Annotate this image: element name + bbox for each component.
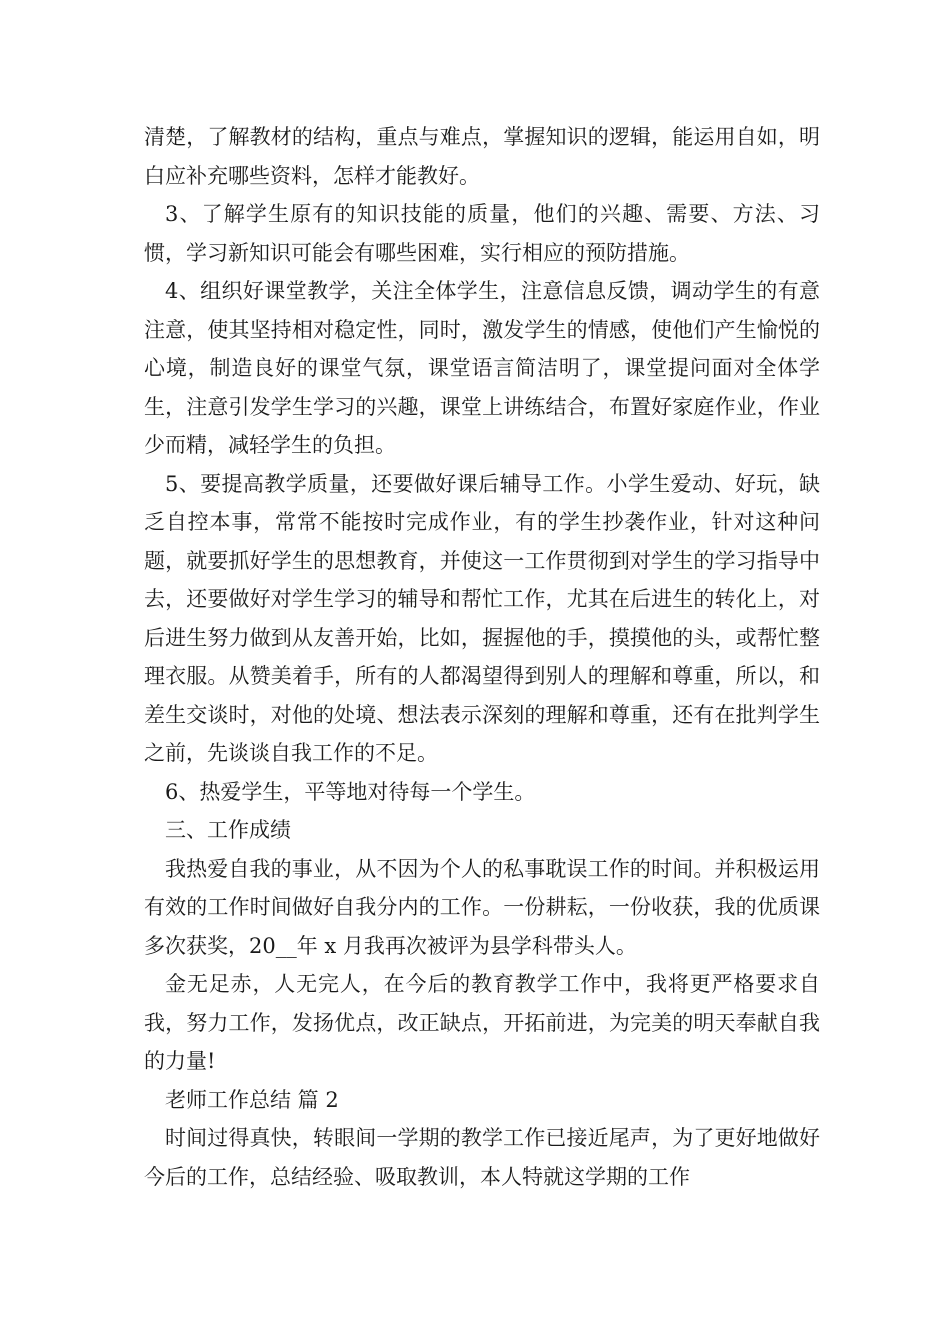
paragraph-achievements: 我热爱自我的事业，从不因为个人的私事耽误工作的时间。并积极运用有效的工作时间做好自我分内的工作。一份耕耘，一份收获，我的优质课多次获奖，20__年 x 月我再次被评为县学科带头人。 — [144, 856, 820, 958]
document-body — [144, 118, 820, 1196]
paragraph-item-4: 4、组织好课堂教学，关注全体学生，注意信息反馈，调动学生的有意注意，使其坚持相对稳定性，同时，激发学生的情感，使他们产生愉悦的心境，制造良好的课堂气氛，课堂语言简洁明了，课堂提问面对全体学生，注意引发学生学习的兴趣，课堂上讲练结合，布置好家庭作业，作业少而精，减轻学生的负担。 — [144, 279, 820, 457]
paragraph-item-3: 3、了解学生原有的知识技能的质量，他们的兴趣、需要、方法、习惯，学习新知识可能会有哪些困难，实行相应的预防措施。 — [144, 202, 820, 265]
article-title-part-2: 老师工作总结 篇 2 — [165, 1087, 339, 1112]
paragraph-conclusion: 金无足赤，人无完人，在今后的教育教学工作中，我将更严格要求自我，努力工作，发扬优点，改正缺点，开拓前进，为完美的明天奉献自我的力量! — [144, 972, 820, 1073]
paragraph-part-2-intro: 时间过得真快，转眼间一学期的教学工作已接近尾声，为了更好地做好今后的工作，总结经验、吸取教训，本人特就这学期的工作 — [144, 1126, 820, 1189]
paragraph-continuation: 清楚，了解教材的结构，重点与难点，掌握知识的逻辑，能运用自如，明白应补充哪些资料，怎样才能教好。 — [144, 125, 820, 188]
section-heading-achievements: 三、工作成绩 — [165, 818, 291, 842]
paragraph-item-5: 5、要提高教学质量，还要做好课后辅导工作。小学生爱动、好玩，缺乏自控本事，常常不能按时完成作业，有的学生抄袭作业，针对这种问题，就要抓好学生的思想教育，并使这一工作贯彻到对学生的学习指导中去，还要做好对学生学习的辅导和帮忙工作，尤其在后进生的转化上，对后进生努力做到从友善开始，比如，握握他的手，摸摸他的头，或帮忙整理衣服。从赞美着手，所有的人都渴望得到别人的理解和尊重，所以，和差生交谈时，对他的处境、想法表示深刻的理解和尊重，还有在批判学生之前，先谈谈自我工作的不足。 — [144, 471, 820, 765]
paragraph-item-6: 6、热爱学生，平等地对待每一个学生。 — [165, 779, 536, 804]
